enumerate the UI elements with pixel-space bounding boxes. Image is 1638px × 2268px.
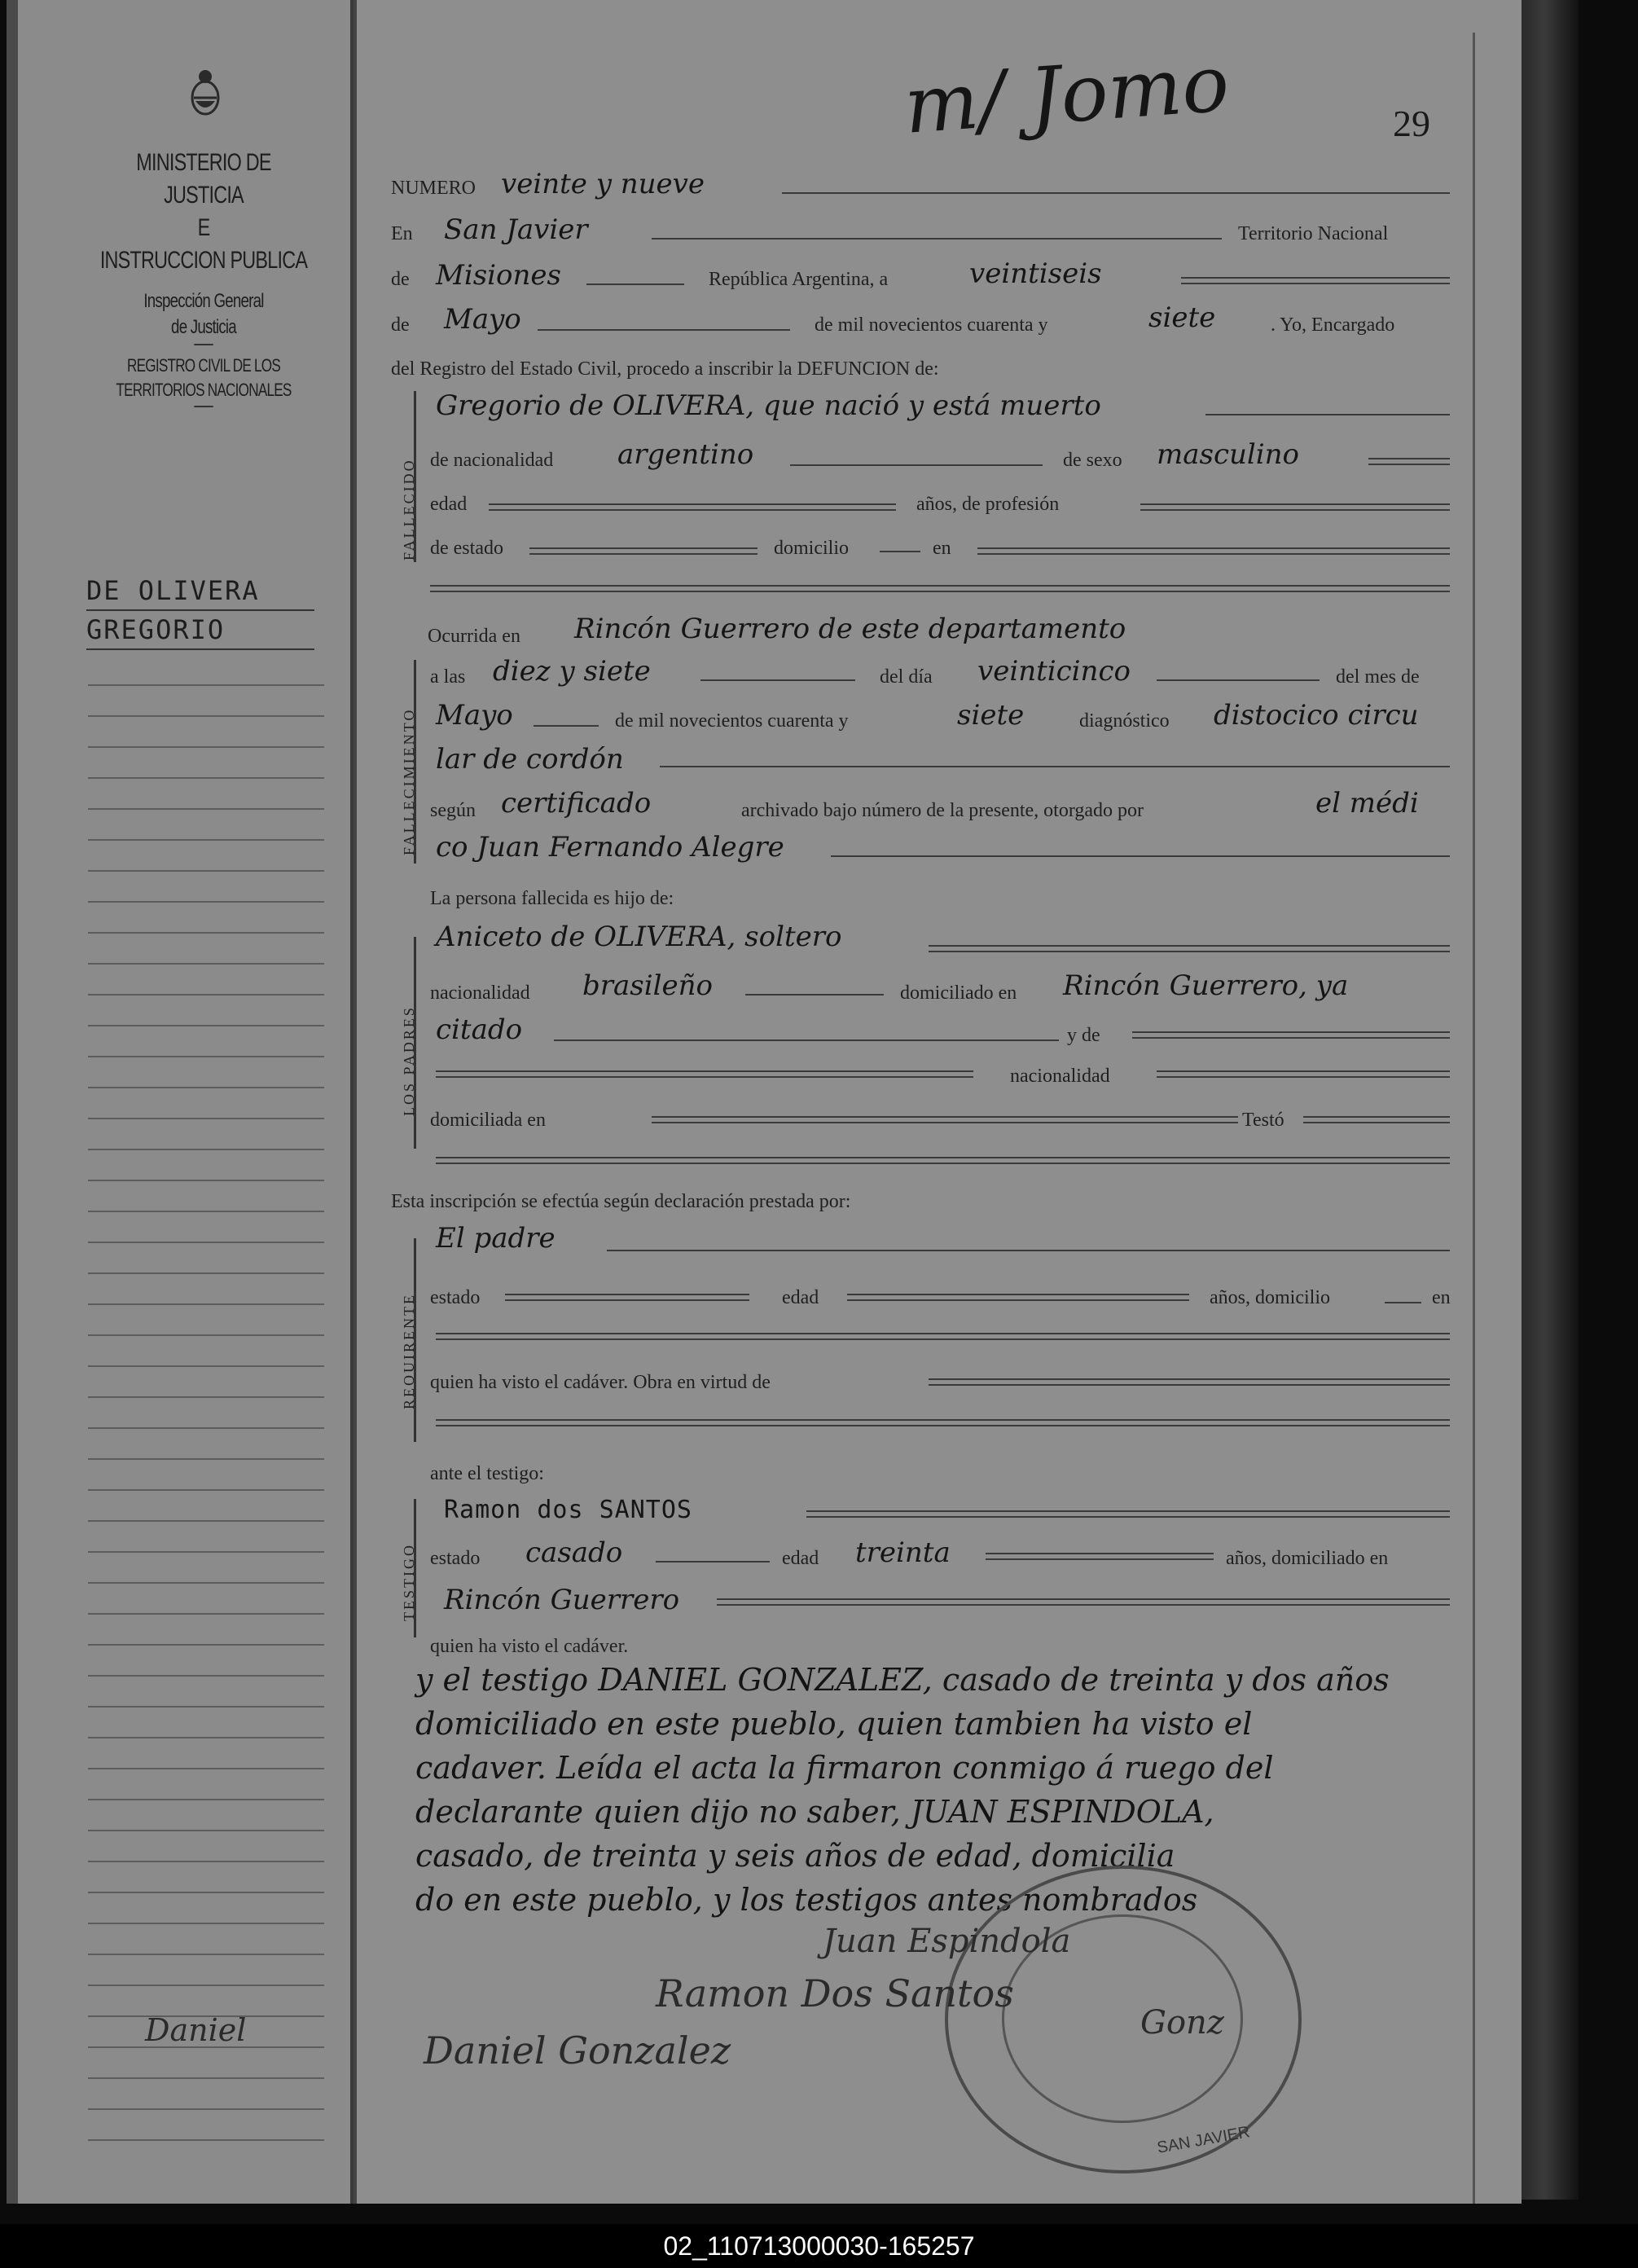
fill-line (782, 192, 1450, 194)
ministry-header (95, 147, 311, 411)
anio-label: de mil novecientos cuarenta y (615, 710, 849, 732)
nacionalidad2-label: nacionalidad (1010, 1066, 1110, 1087)
section-fallecimiento: FALLECIMIENTO (401, 707, 417, 855)
margin-rule (88, 1984, 324, 1986)
fill-line (1140, 503, 1450, 511)
margin-rule (88, 1056, 324, 1057)
segun-label: según (430, 800, 476, 821)
signature-daniel-gonzalez: Daniel Gonzalez (424, 2028, 731, 2072)
margin-rule (88, 1149, 324, 1150)
seal-text: SAN JAVIER (1155, 2123, 1252, 2157)
padre-value: Aniceto de OLIVERA, soltero (436, 921, 842, 953)
fill-line (436, 1419, 1450, 1426)
narrative-line: casado, de treinta y seis años de edad, domicilia (415, 1838, 1175, 1874)
fill-line (1368, 458, 1450, 465)
margin-rule (88, 1768, 324, 1769)
margin-rule (88, 901, 324, 903)
inscripcion-label: Esta inscripción se efectúa según declaración prestada por: (391, 1191, 851, 1212)
anio-value: siete (957, 699, 1025, 732)
encargado-label: . Yo, Encargado (1271, 314, 1395, 336)
dia-label: del día (880, 666, 933, 688)
diagnostico-label: diagnóstico (1079, 710, 1170, 732)
fill-line (1303, 1116, 1450, 1123)
mes-value: Mayo (436, 699, 513, 732)
fill-line (831, 855, 1450, 857)
margin-rule (88, 870, 324, 872)
inspection-line1: Inspección General (143, 290, 264, 312)
fill-line (505, 1294, 749, 1301)
otorgado-cont: co Juan Fernando Alegre (436, 831, 784, 864)
fallecido-sexo-value: masculino (1157, 438, 1300, 471)
margin-rule (88, 777, 324, 779)
domiciliada-label: domiciliada en (430, 1110, 546, 1131)
hora-label: a las (430, 666, 466, 688)
margin-rule (88, 715, 324, 717)
margin-rule (88, 932, 324, 934)
ante-testigo-label: ante el testigo: (430, 1463, 544, 1484)
testigo-edad-label: edad (782, 1548, 819, 1569)
ministry-line2: E (197, 214, 210, 241)
fallecido-domicilio-label: domicilio (774, 538, 849, 559)
margin-rule (88, 1799, 324, 1800)
margin-rule (88, 1892, 324, 1893)
section-bracket (414, 391, 423, 562)
requirente-edad-label: edad (782, 1287, 819, 1308)
fallecido-nacionalidad-label: de nacionalidad (430, 450, 554, 471)
de-label: de (391, 269, 410, 290)
margin-rule (88, 1365, 324, 1367)
section-fallecido: FALLECIDO (401, 458, 417, 560)
requirente-anios-label: años, domicilio (1210, 1287, 1330, 1308)
fill-line (745, 994, 884, 996)
ministry-line3: INSTRUCCION PUBLICA (99, 247, 308, 274)
fill-line (430, 585, 1450, 592)
testigo-domicilio-value: Rincón Guerrero (444, 1584, 680, 1616)
domiciliado-value: Rincón Guerrero, ya (1063, 969, 1349, 1002)
numero-label: NUMERO (391, 178, 476, 199)
fill-line (538, 329, 790, 331)
fill-line (1181, 277, 1450, 284)
section-testigo: TESTIGO (401, 1543, 417, 1621)
en-label: En (391, 223, 413, 244)
narrative-line: do en este pueblo, y los testigos antes nombrados (415, 1882, 1198, 1918)
margin-rule (88, 1737, 324, 1738)
fill-line (554, 1040, 1059, 1041)
margin-name-block (86, 572, 314, 650)
numero-value: veinte y nueve (501, 168, 705, 200)
fill-line (1205, 414, 1450, 415)
domiciliado-label: domiciliado en (900, 982, 1017, 1004)
margin-rule (88, 1551, 324, 1553)
fallecido-name: Gregorio de OLIVERA, que nació y está muerto (436, 389, 1101, 422)
segun-value: certificado (501, 787, 652, 820)
registry-line2: TERRITORIOS NACIONALES (116, 380, 292, 400)
en-value: San Javier (444, 213, 588, 246)
fill-line (660, 766, 1450, 767)
fill-line (652, 238, 1222, 240)
anio-value: siete (1148, 301, 1216, 334)
fill-line (656, 1561, 770, 1563)
diagnostico-value: distocico circu (1214, 699, 1419, 732)
signature-juan-espindola: Juan Espindola (823, 1923, 1071, 1960)
dia-value: veintiseis (969, 257, 1102, 290)
margin-rule (88, 1303, 324, 1305)
narrative-line: domiciliado en este pueblo, quien tambien ha visto el (415, 1706, 1253, 1742)
fill-line (1385, 1302, 1421, 1303)
signature-encargado: Gonz (1140, 2004, 1224, 2042)
page-edge (7, 0, 18, 2204)
fill-line (586, 284, 684, 285)
margin-rule (88, 1675, 324, 1677)
fill-line (534, 725, 599, 727)
fill-line (607, 1250, 1450, 1251)
margin-rule (88, 1334, 324, 1336)
margin-signature: Daniel (145, 2012, 247, 2048)
mes-value: Mayo (444, 303, 521, 336)
fill-line (436, 1333, 1450, 1340)
margin-rule (88, 1025, 324, 1026)
margin-rule (88, 1923, 324, 1924)
top-annotation: m/ Jomo (901, 37, 1232, 152)
section-bracket (414, 1499, 423, 1637)
testo-label: Testó (1242, 1110, 1284, 1131)
margin-rule (88, 1272, 324, 1274)
fill-line (929, 945, 1450, 952)
margin-rule (88, 2139, 324, 2141)
margin-surname: DE OLIVERA (86, 572, 314, 611)
signature-ramon-dos-santos: Ramon Dos Santos (656, 1971, 1014, 2015)
margin-rule (88, 1644, 324, 1646)
fill-line (529, 547, 758, 555)
margin-rule (88, 684, 324, 686)
fill-line (847, 1294, 1189, 1301)
otorgado-value: el médi (1315, 787, 1419, 820)
margin-rule (88, 1489, 324, 1491)
y-de-label: y de (1067, 1025, 1100, 1046)
right-border (1473, 33, 1475, 2204)
fallecido-en-label: en (933, 538, 951, 559)
testigo-estado-label: estado (430, 1548, 481, 1569)
handwritten-narrative (415, 1658, 1466, 1922)
dia-value: veinticinco (977, 655, 1131, 688)
hora-value: diez y siete (493, 655, 651, 688)
margin-divider (350, 0, 354, 2204)
fill-line (717, 1598, 1450, 1606)
margin-rule (88, 1582, 324, 1584)
margin-rule (88, 1613, 324, 1615)
fallecido-anios-label: años, de profesión (916, 494, 1060, 515)
testigo-estado-value: casado (525, 1536, 623, 1569)
fill-line (652, 1116, 1238, 1123)
anio-label: de mil novecientos cuarenta y (815, 314, 1048, 336)
fallecido-sexo-label: de sexo (1063, 450, 1122, 471)
fill-line (977, 547, 1450, 555)
margin-rule (88, 1180, 324, 1181)
testigo-edad-value: treinta (855, 1536, 951, 1569)
requirente-en-label: en (1432, 1287, 1451, 1308)
fill-line (1157, 679, 1320, 681)
image-caption: 02_110713000030-165257 (0, 2224, 1638, 2268)
hijo-label: La persona fallecida es hijo de: (430, 888, 674, 909)
margin-rule (88, 1706, 324, 1708)
narrative-line: y el testigo DANIEL GONZALEZ, casado de treinta y dos años (415, 1662, 1390, 1698)
narrative-line: declarante quien dijo no saber, JUAN ESPINDOLA, (415, 1794, 1214, 1830)
divider (194, 406, 213, 407)
testigo-visto-label: quien ha visto el cadáver. (430, 1636, 629, 1657)
diagnostico-cont: lar de cordón (436, 743, 624, 776)
padres-nacionalidad-label: nacionalidad (430, 982, 530, 1004)
testigo-anios-label: años, domiciliado en (1226, 1548, 1389, 1569)
margin-rule (88, 1861, 324, 1862)
book-spine (1522, 0, 1579, 2200)
domiciliado-cont: citado (436, 1013, 523, 1046)
declarante-value: El padre (436, 1222, 556, 1255)
section-padres: LOS PADRES (401, 1005, 417, 1116)
requirente-estado-label: estado (430, 1287, 481, 1308)
section-bracket (414, 1238, 423, 1442)
registry-line1: REGISTRO CIVIL DE LOS (126, 355, 281, 376)
margin-rule (88, 1087, 324, 1088)
republica-label: República Argentina, a (709, 269, 889, 290)
margin-rule (88, 1242, 324, 1243)
ocurrida-label: Ocurrida en (428, 626, 520, 647)
inspection-line2: de Justicia (171, 316, 236, 338)
margin-rule (88, 963, 324, 965)
margin-rule (88, 1458, 324, 1460)
margin-rule (88, 1520, 324, 1522)
ministry-line1: MINISTERIO DE JUSTICIA (136, 149, 271, 209)
archivado-label: archivado bajo número de la presente, otorgado por (741, 800, 1144, 821)
fill-line (929, 1378, 1450, 1386)
margin-rule (88, 1211, 324, 1212)
fill-line (436, 1157, 1450, 1164)
provincia-value: Misiones (436, 259, 561, 292)
margin-rule (88, 839, 324, 841)
margin-rule (88, 1427, 324, 1429)
margin-rule (88, 1830, 324, 1831)
ocurrida-value: Rincón Guerrero de este departamento (574, 613, 1126, 645)
divider (194, 344, 213, 345)
fill-line (489, 503, 896, 511)
mes-label: de (391, 314, 410, 336)
page-number: 29 (1393, 103, 1430, 144)
fill-line (790, 464, 1043, 466)
fallecido-estado-label: de estado (430, 538, 503, 559)
fallecido-edad-label: edad (430, 494, 468, 515)
margin-rule (88, 1396, 324, 1398)
testigo-value: Ramon dos SANTOS (444, 1496, 692, 1524)
fallecido-nacionalidad-value: argentino (617, 438, 754, 471)
territorio-label: Territorio Nacional (1238, 223, 1389, 244)
margin-rule (88, 808, 324, 810)
fill-line (986, 1553, 1214, 1560)
coat-of-arms-icon (189, 68, 222, 116)
fill-line (1157, 1070, 1450, 1078)
requirente-visto-label: quien ha visto el cadáver. Obra en virtud de (430, 1372, 771, 1393)
margin-rule (88, 2108, 324, 2110)
registro-label: del Registro del Estado Civil, procedo a inscribir la DEFUNCION de: (391, 358, 939, 380)
margin-rule (88, 1954, 324, 1955)
fill-line (700, 679, 855, 681)
padres-nacionalidad-value: brasileño (582, 969, 713, 1002)
fill-line (880, 551, 920, 552)
margin-rule (88, 1118, 324, 1119)
margin-rule (88, 746, 324, 748)
section-requirente: REQUIRENTE (401, 1293, 417, 1409)
section-bracket (414, 660, 423, 864)
section-bracket (414, 937, 423, 1149)
narrative-line: cadaver. Leída el acta la firmaron conmigo á ruego del (415, 1750, 1274, 1786)
fill-line (806, 1510, 1450, 1518)
fill-line (1132, 1031, 1450, 1039)
mes-label: del mes de (1336, 666, 1420, 688)
margin-given-name: GREGORIO (86, 611, 314, 650)
fill-line (436, 1070, 973, 1078)
margin-rule (88, 994, 324, 996)
margin-rule (88, 2077, 324, 2079)
